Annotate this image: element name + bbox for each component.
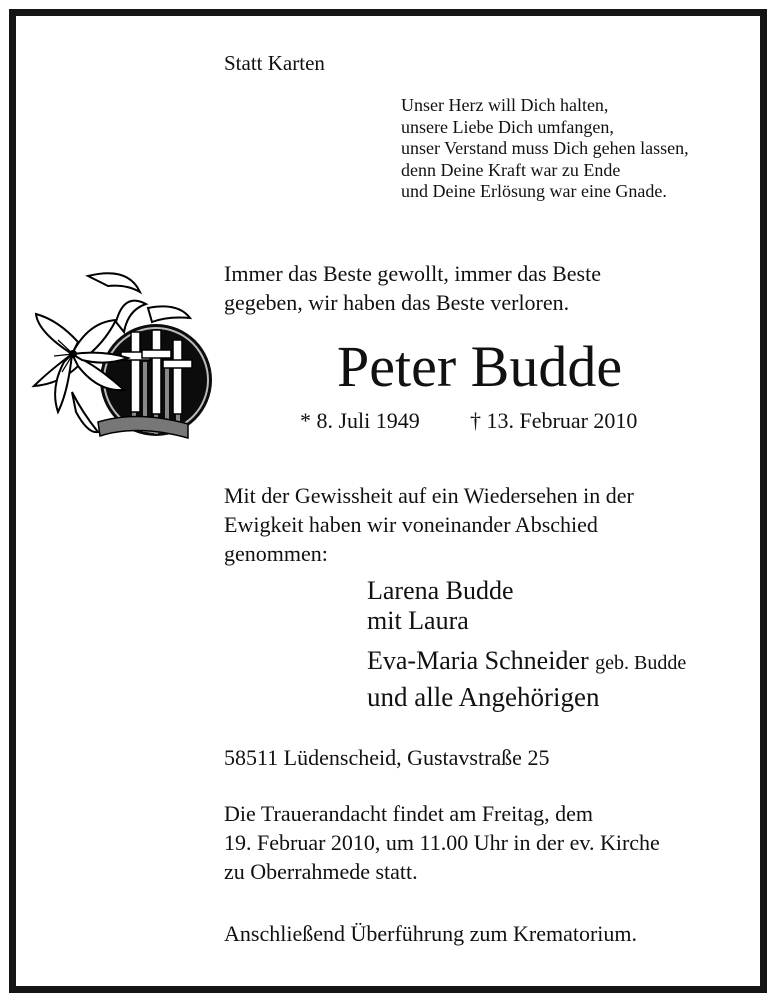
lead-line: gegeben, wir haben das Beste verloren.: [224, 290, 570, 315]
family-member-laura: mit Laura: [367, 606, 469, 635]
family-member-eva-maria: [367, 648, 686, 674]
poem-line: unser Verstand muss Dich gehen lassen,: [401, 138, 689, 158]
family-member-name: Eva-Maria Schneider: [367, 646, 589, 675]
service-line: 19. Februar 2010, um 11.00 Uhr in der ev. Kirche: [224, 830, 660, 855]
deceased-name: Peter Budde: [337, 334, 623, 399]
cross-icon: [121, 330, 192, 414]
service-line: Die Trauerandacht findet am Freitag, dem: [224, 801, 594, 826]
statt-karten-heading: Statt Karten: [224, 51, 325, 75]
service-line: zu Oberrahmede statt.: [224, 859, 418, 884]
birth-date: * 8. Juli 1949: [300, 408, 420, 433]
maiden-name-note: geb. Budde: [595, 652, 687, 674]
poem: [401, 95, 689, 203]
closing-note: Anschließend Überführung zum Krematorium.: [224, 921, 637, 946]
family-member-larena: Larena Budde: [367, 576, 514, 605]
poem-line: und Deine Erlösung war eine Gnade.: [401, 181, 667, 201]
farewell-text: [224, 481, 634, 568]
poem-line: Unser Herz will Dich halten,: [401, 95, 609, 115]
service-info: [224, 799, 660, 886]
lead-text: [224, 259, 601, 317]
farewell-line: Ewigkeit haben wir voneinander Abschied: [224, 512, 598, 537]
death-date: † 13. Februar 2010: [470, 408, 638, 433]
poem-line: denn Deine Kraft war zu Ende: [401, 159, 621, 180]
farewell-line: Mit der Gewissheit auf ein Wiedersehen in der: [224, 483, 634, 508]
lead-line: Immer das Beste gewollt, immer das Beste: [224, 261, 601, 286]
address: 58511 Lüdenscheid, Gustavstraße 25: [224, 745, 550, 770]
relatives-line: und alle Angehörigen: [367, 682, 600, 712]
farewell-line: genommen:: [224, 541, 328, 566]
lily-and-crosses-emblem: [28, 262, 214, 452]
poem-line: unsere Liebe Dich umfangen,: [401, 116, 614, 137]
